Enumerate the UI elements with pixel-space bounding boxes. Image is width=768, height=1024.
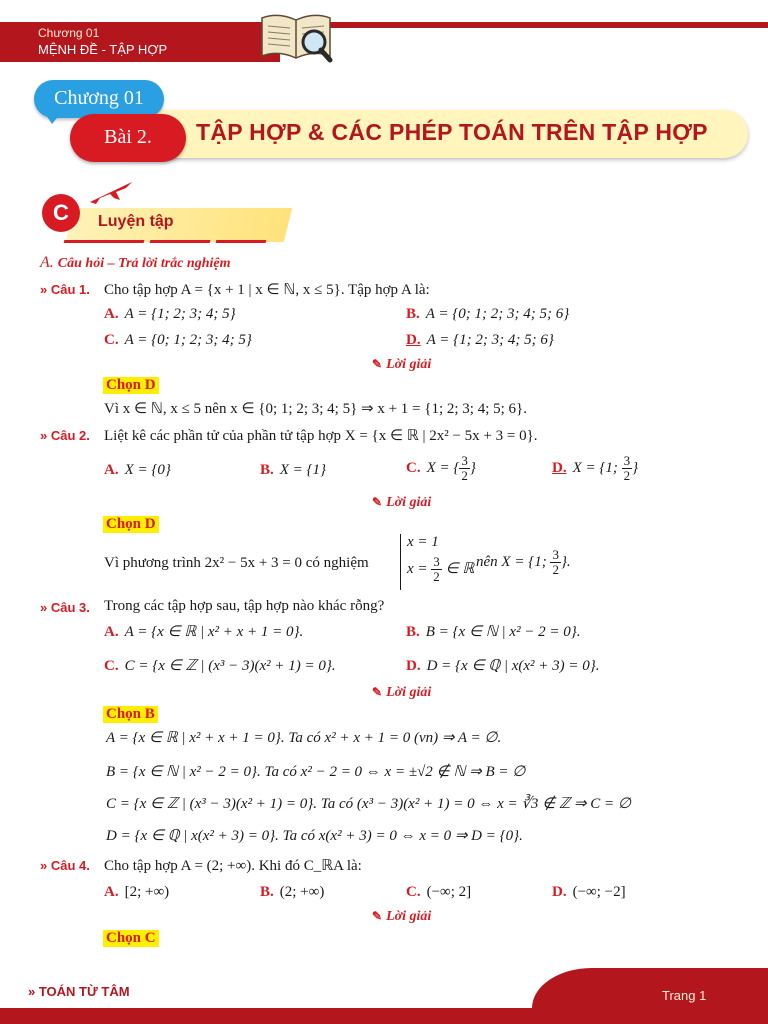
question-stem: Cho tập hợp A = {x + 1 | x ∈ ℕ, x ≤ 5}. Tập hợp A là:	[104, 282, 430, 298]
solution-label: Lời giải	[386, 685, 432, 700]
option-text: (−∞; −2]	[572, 884, 626, 900]
question-stem: Cho tập hợp A = (2; +∞). Khi đó C_ℝA là:	[104, 858, 362, 874]
page-number: Trang 1	[662, 988, 707, 1003]
airplane-icon	[86, 178, 136, 208]
option-text: A = {x ∈ ℝ | x² + x + 1 = 0}.	[124, 624, 304, 640]
solution-heading	[372, 685, 431, 701]
option-text: (−∞; 2]	[426, 884, 472, 900]
solution-line: Vì phương trình 2x² − 5x + 3 = 0 có nghiệm	[104, 555, 369, 571]
option-letter: C.	[104, 658, 119, 674]
option-a[interactable]	[104, 622, 303, 641]
option-text: (2; +∞)	[279, 884, 325, 900]
option-letter: D.	[552, 459, 567, 476]
option-c[interactable]: C. X = { $\frac{3}{2}$ }	[406, 453, 476, 483]
question-label: » Câu 3.	[40, 600, 90, 615]
chapter-pill-tail	[44, 112, 62, 124]
option-d[interactable]: D. X = {1; $\frac{3}{2}$ }	[552, 453, 639, 483]
option-letter: C.	[104, 332, 119, 348]
part-title-text: Câu hỏi – Trả lời trắc nghiệm	[57, 256, 231, 271]
header-subject: MỆNH ĐỀ - TẬP HỢP	[38, 42, 168, 57]
option-letter: A.	[104, 624, 119, 640]
chapter-pill: Chương 01	[34, 80, 164, 118]
question-label: » Câu 1.	[40, 282, 90, 297]
book-magnifier-icon	[256, 6, 336, 64]
pencil-icon: ✎	[372, 495, 383, 509]
option-b[interactable]	[406, 306, 569, 323]
fraction: $\frac{3}{2}$	[461, 453, 468, 483]
lesson-pill: Bài 2.	[70, 114, 186, 162]
option-letter: A.	[104, 306, 119, 322]
question-label: » Câu 2.	[40, 428, 90, 443]
section-letter-badge: C	[42, 194, 80, 232]
section-stripe	[150, 240, 211, 243]
option-letter: D.	[406, 658, 421, 674]
option-text: C = {x ∈ ℤ | (x³ − 3)(x² + 1) = 0}.	[124, 658, 336, 674]
answer-highlight: Chọn B	[103, 706, 158, 723]
question-label: » Câu 4.	[40, 858, 90, 873]
option-letter: B.	[406, 306, 420, 322]
part-title	[40, 254, 230, 272]
option-text: A = {0; 1; 2; 3; 4; 5}	[124, 332, 252, 348]
header-chapter: Chương 01	[38, 26, 100, 40]
option-b[interactable]	[260, 462, 326, 479]
option-text: X = {0}	[124, 462, 171, 478]
option-a[interactable]	[104, 462, 171, 479]
option-letter: C.	[406, 459, 421, 476]
solution-line: A = {x ∈ ℝ | x² + x + 1 = 0}. Ta có x² + x + 1 = 0 (vn) ⇒ A = ∅.	[106, 730, 502, 746]
solution-line: Vì x ∈ ℕ, x ≤ 5 nên x ∈ {0; 1; 2; 3; 4; 5} ⇒ x + 1 = {1; 2; 3; 4; 5; 6}.	[104, 401, 527, 417]
option-text: X = {1;	[572, 459, 622, 476]
solution-heading	[372, 909, 431, 925]
solution-line: C = {x ∈ ℤ | (x³ − 3)(x² + 1) = 0}. Ta có (x³ − 3)(x² + 1) = 0 ⇔ x = ∛3 ∉ ℤ ⇒ C = ∅	[106, 796, 631, 812]
header-rule	[280, 22, 768, 28]
option-text: A = {1; 2; 3; 4; 5}	[124, 306, 236, 322]
option-a[interactable]	[104, 884, 169, 901]
option-d[interactable]	[406, 656, 600, 675]
part-letter: A.	[40, 254, 54, 271]
answer-highlight: Chọn D	[103, 516, 159, 533]
header-band	[0, 22, 280, 62]
option-b[interactable]	[406, 622, 581, 641]
answer-highlight: Chọn C	[103, 930, 159, 947]
solution-label: Lời giải	[386, 357, 432, 372]
page-title: TẬP HỢP & CÁC PHÉP TOÁN TRÊN TẬP HỢP	[196, 119, 708, 145]
footer-brand: » TOÁN TỪ TÂM	[28, 984, 130, 999]
solution-label: Lời giải	[386, 495, 432, 510]
option-d[interactable]	[406, 332, 554, 349]
option-b[interactable]	[260, 884, 324, 901]
pencil-icon: ✎	[372, 909, 383, 923]
question-stem: Trong các tập hợp sau, tập hợp nào khác rỗng?	[104, 598, 385, 614]
solution-system: x = 1 x = $\frac{3}{2}$ ∈ ℝ	[400, 534, 474, 590]
option-letter: D.	[406, 332, 421, 348]
option-text: A = {1; 2; 3; 4; 5; 6}	[426, 332, 554, 348]
option-letter: B.	[406, 624, 420, 640]
option-text: X = {	[426, 459, 460, 476]
solution-heading	[372, 495, 431, 511]
solution-line: B = {x ∈ ℕ | x² − 2 = 0}. Ta có x² − 2 = 0 ⇔ x = ±√2 ∉ ℕ ⇒ B = ∅	[106, 764, 526, 780]
answer-highlight: Chọn D	[103, 377, 159, 394]
solution-heading	[372, 357, 431, 373]
fraction: $\frac{3}{2}$	[623, 453, 631, 483]
pencil-icon: ✎	[372, 685, 383, 699]
option-a[interactable]	[104, 306, 236, 323]
footer-page-tab	[532, 968, 768, 1024]
option-text: A = {0; 1; 2; 3; 4; 5; 6}	[425, 306, 570, 322]
option-text: D = {x ∈ ℚ | x(x² + 3) = 0}.	[426, 658, 600, 674]
option-letter: A.	[104, 462, 119, 478]
solution-conclusion: nên X = {1; $\frac{3}{2}$ }.	[476, 547, 571, 577]
section-label: Luyện tập	[98, 213, 174, 230]
section-stripe	[216, 240, 267, 243]
pencil-icon: ✎	[372, 357, 383, 371]
question-stem: Liệt kê các phần tử của phần tử tập hợp X = {x ∈ ℝ | 2x² − 5x + 3 = 0}.	[104, 428, 538, 444]
option-c[interactable]	[406, 884, 471, 901]
option-text: [2; +∞)	[124, 884, 170, 900]
option-text: X = {1}	[279, 462, 327, 478]
section-stripe	[64, 240, 145, 243]
option-letter: A.	[104, 884, 119, 900]
option-letter: C.	[406, 884, 421, 900]
option-letter: D.	[552, 884, 567, 900]
option-d[interactable]	[552, 884, 626, 901]
option-letter: B.	[260, 884, 274, 900]
option-c[interactable]	[104, 332, 252, 349]
option-c[interactable]	[104, 656, 336, 675]
option-text: B = {x ∈ ℕ | x² − 2 = 0}.	[425, 624, 581, 640]
solution-label: Lời giải	[386, 909, 432, 924]
option-letter: B.	[260, 462, 274, 478]
solution-line: D = {x ∈ ℚ | x(x² + 3) = 0}. Ta có x(x² + 3) = 0 ⇔ x = 0 ⇒ D = {0}.	[106, 828, 523, 844]
